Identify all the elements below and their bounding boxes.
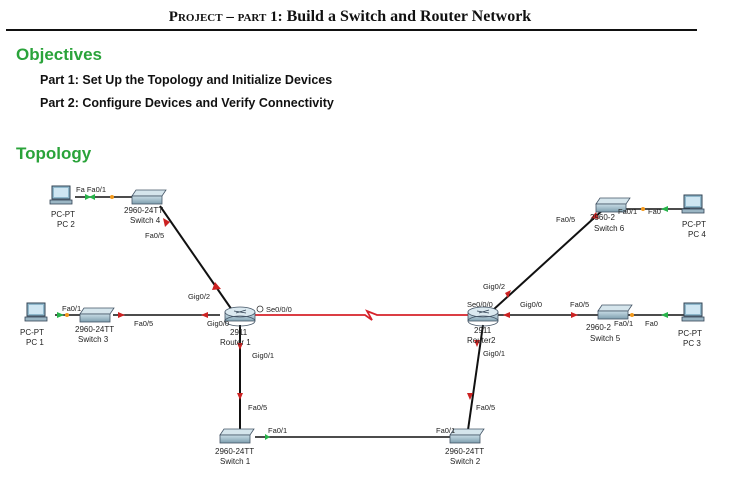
- pc3-type-label: PC-PT: [678, 329, 702, 338]
- pc1-name-label: PC 1: [26, 338, 44, 347]
- switch5-name-label: Switch 5: [590, 334, 621, 343]
- link-up-marker: [630, 313, 634, 317]
- port-label: Fa0/1: [268, 426, 288, 435]
- clock-icon: [257, 306, 263, 312]
- switch4-model-label: 2960-24TT: [124, 206, 164, 215]
- link-down-marker: [201, 312, 208, 318]
- switch3-model-label: 2960-24TT: [75, 325, 115, 334]
- switch4-name-label: Switch 4: [130, 216, 161, 225]
- port-label: Gig0/0: [520, 300, 543, 309]
- pc4-icon: [682, 195, 704, 213]
- objective-item-1: Part 1: Set Up the Topology and Initialize Devices: [40, 73, 333, 87]
- switch6-name-label: Switch 6: [594, 224, 625, 233]
- router2-name-label: Router2: [467, 336, 496, 345]
- pc2-name-label: PC 2: [57, 220, 75, 229]
- port-label: Fa0: [648, 207, 661, 216]
- pc2-icon: [50, 186, 72, 204]
- port-label: Gig0/2: [188, 292, 211, 301]
- router1-name-label: Router 1: [220, 338, 251, 347]
- link-up-marker: [661, 312, 668, 318]
- port-label: Gig0/1: [483, 349, 506, 358]
- link-up-marker: [89, 194, 95, 200]
- port-label: Gig0/2: [483, 282, 506, 291]
- port-label: Fa0/1: [436, 426, 456, 435]
- port-label: Fa0/1: [618, 207, 638, 216]
- switch5-icon: [598, 305, 632, 319]
- switch3-icon: [80, 308, 114, 322]
- port-label: Se0/0/0: [467, 300, 493, 309]
- port-label: Fa0/1: [62, 304, 82, 313]
- switch2-model-label: 2960-24TT: [445, 447, 485, 456]
- switch4-icon: [132, 190, 166, 204]
- pc4-name-label: PC 4: [688, 230, 706, 239]
- link-up-marker: [661, 206, 668, 212]
- link-down-marker: [503, 312, 510, 318]
- port-label: Gig0/0: [207, 319, 230, 328]
- title-prefix: Project – part 1:: [168, 9, 283, 25]
- switch5-model-label: 2960-2: [586, 323, 611, 332]
- switch6-model-label: 2960-2: [590, 213, 615, 222]
- port-label: Fa0/5: [556, 215, 576, 224]
- port-label: Fa0/5: [570, 300, 590, 309]
- port-label: Fa0/5: [248, 403, 268, 412]
- title-main: Build a Switch and Router Network: [286, 8, 532, 25]
- pc2-type-label: PC-PT: [51, 210, 75, 219]
- switch2-name-label: Switch 2: [450, 457, 481, 466]
- pc1-type-label: PC-PT: [20, 328, 44, 337]
- router2-icon: [468, 307, 498, 326]
- pc4-type-label: PC-PT: [682, 220, 706, 229]
- switch1-model-label: 2960-24TT: [215, 447, 255, 456]
- link-down-marker: [237, 393, 243, 400]
- port-label: Fa0/5: [134, 319, 154, 328]
- port-label: Fa0/1: [614, 319, 634, 328]
- router2-model-label: 2911: [474, 326, 492, 335]
- router1-model-label: 2911: [230, 328, 248, 337]
- switch3-name-label: Switch 3: [78, 335, 109, 344]
- link-up-marker: [110, 195, 114, 199]
- pc3-icon: [682, 303, 704, 321]
- switch1-name-label: Switch 1: [220, 457, 251, 466]
- port-label: Fa Fa0/1: [76, 185, 107, 194]
- link-down-marker: [118, 312, 125, 318]
- switch1-icon: [220, 429, 254, 443]
- port-label: Se0/0/0: [266, 305, 292, 314]
- objective-item-2: Part 2: Configure Devices and Verify Connectivity: [40, 96, 334, 110]
- pc3-name-label: PC 3: [683, 339, 701, 348]
- port-label: Gig0/1: [252, 351, 275, 360]
- port-label: Fa0/5: [145, 231, 165, 240]
- router1-icon: [225, 307, 255, 326]
- port-label: Fa0/5: [476, 403, 496, 412]
- topology-heading: Topology: [16, 144, 92, 163]
- link-router2-switch6: [493, 208, 605, 310]
- port-label: Fa0: [645, 319, 658, 328]
- link-up-marker: [641, 207, 645, 211]
- link-down-marker: [571, 312, 578, 318]
- objectives-heading: Objectives: [16, 45, 102, 64]
- pc1-icon: [25, 303, 47, 321]
- link-up-marker: [65, 313, 69, 317]
